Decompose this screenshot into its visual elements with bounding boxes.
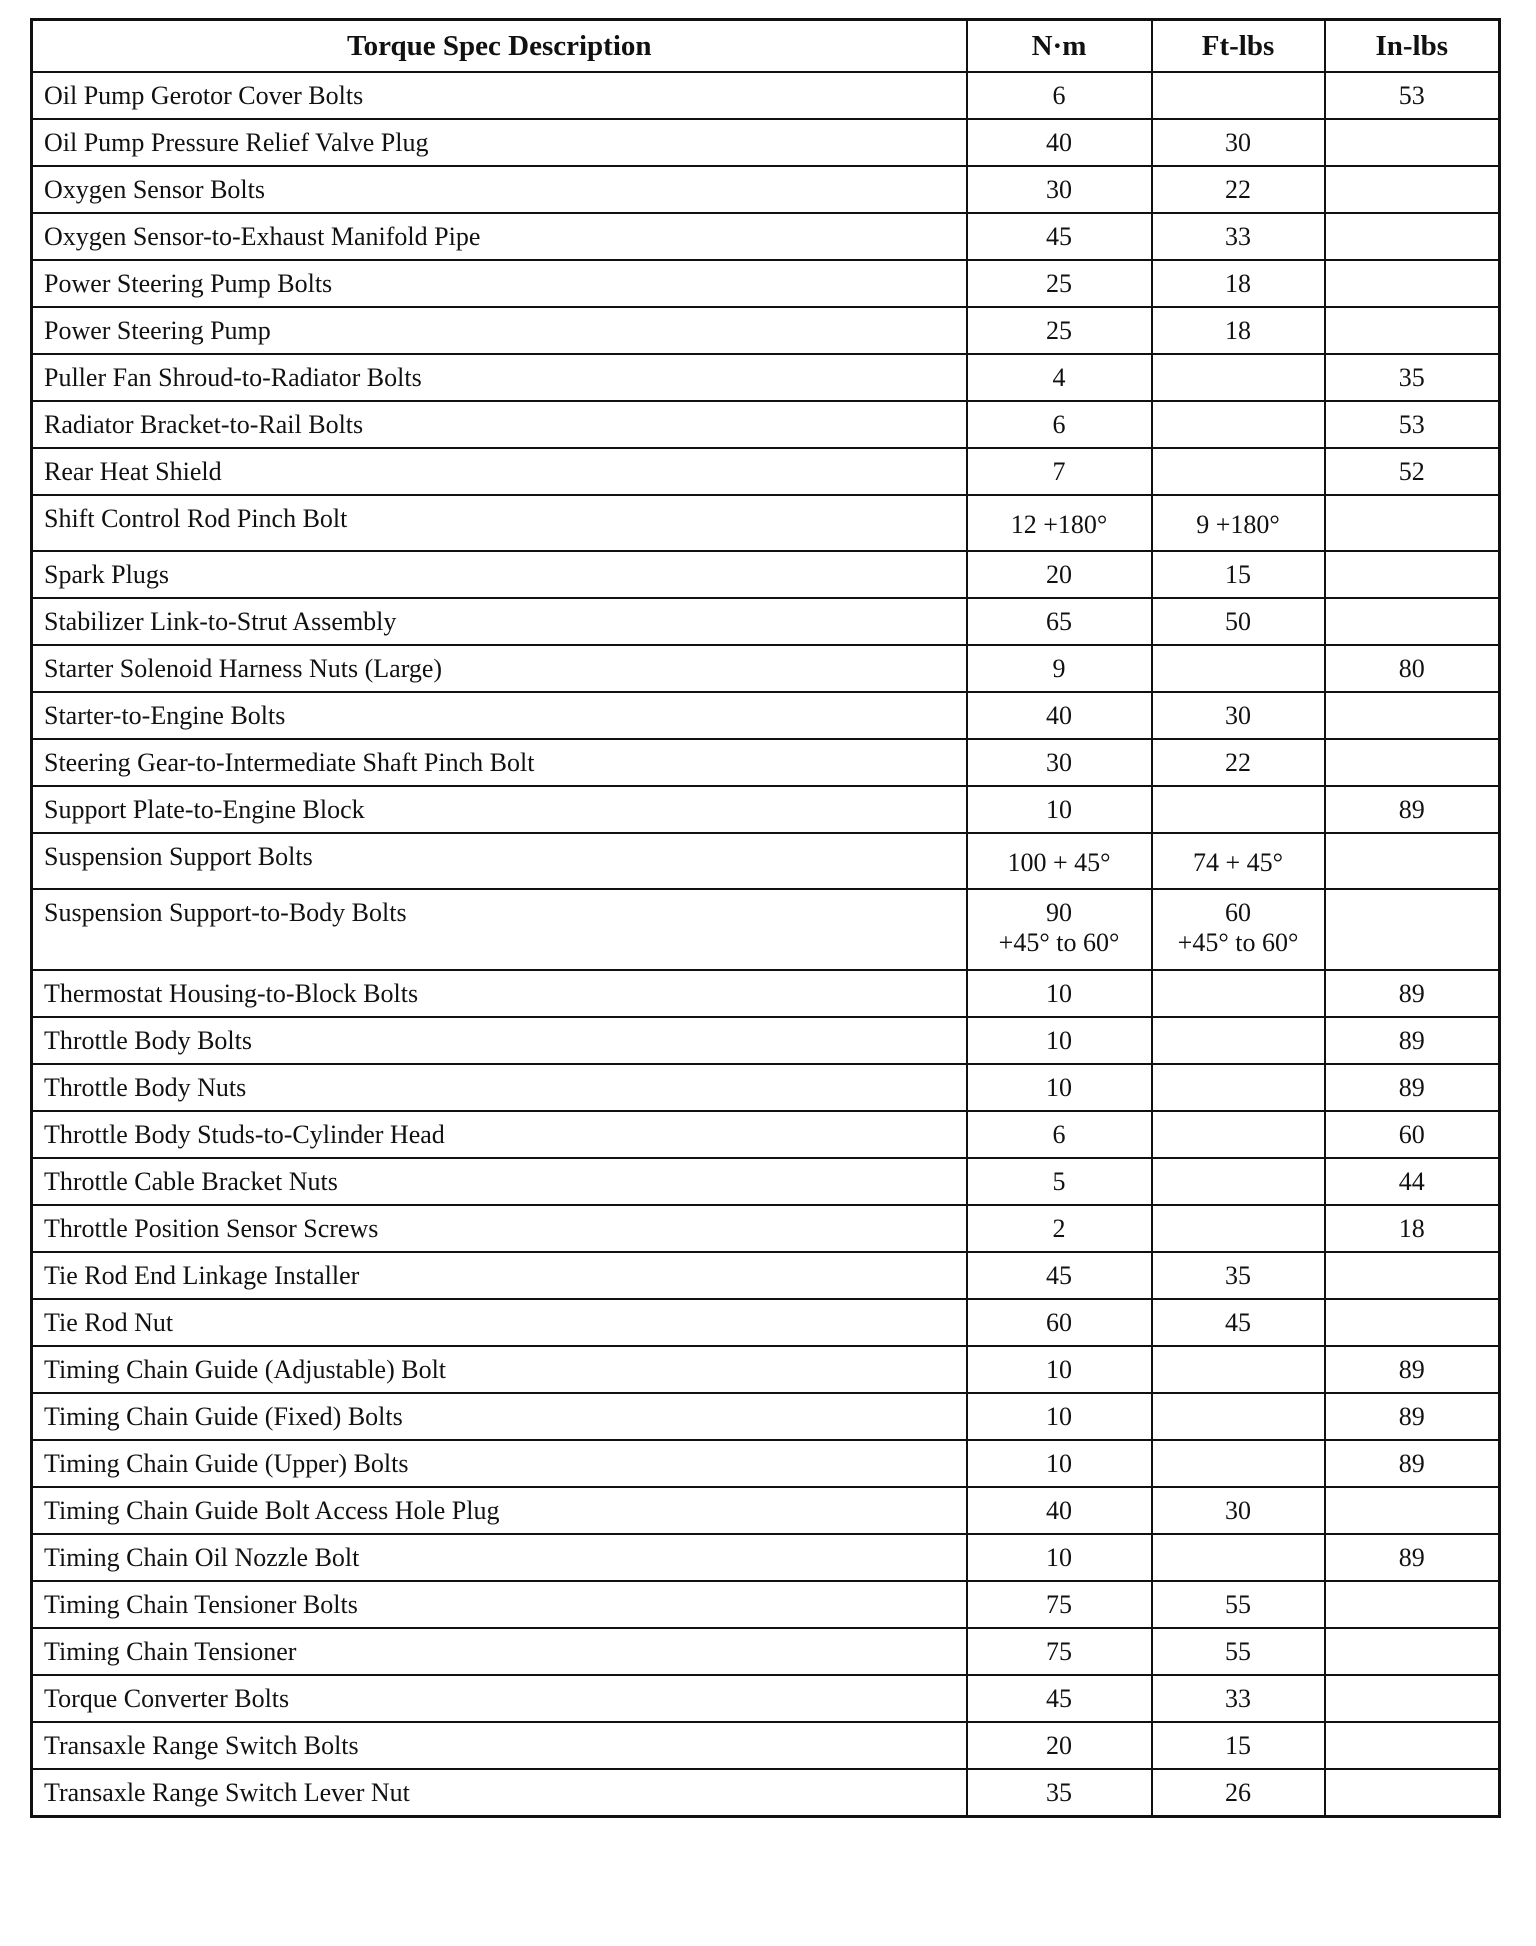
cell-ftlbs-value: 35 — [1225, 1261, 1251, 1290]
cell-ftlbs-value: 26 — [1225, 1778, 1251, 1807]
cell-description — [32, 448, 967, 495]
cell-inlbs-value: 80 — [1398, 654, 1425, 683]
cell-description-value: Stabilizer Link-to-Strut Assembly — [44, 607, 397, 636]
cell-ftlbs — [1152, 1722, 1325, 1769]
cell-nm — [967, 1487, 1152, 1534]
cell-nm — [967, 970, 1152, 1017]
cell-nm — [967, 1252, 1152, 1299]
cell-ftlbs — [1152, 1628, 1325, 1675]
cell-inlbs — [1325, 1487, 1500, 1534]
cell-inlbs-value: 44 — [1398, 1167, 1425, 1196]
table-row — [32, 1675, 1500, 1722]
cell-ftlbs-value: +45° to 60° — [1177, 928, 1299, 957]
table-row — [32, 1487, 1500, 1534]
cell-nm-value: 10 — [1046, 1073, 1072, 1102]
cell-nm-value: 20 — [1046, 1731, 1072, 1760]
cell-description-value: Timing Chain Tensioner Bolts — [44, 1590, 358, 1619]
cell-inlbs — [1325, 213, 1500, 260]
cell-inlbs-value: 89 — [1398, 1355, 1425, 1384]
cell-ftlbs-value: 74 + 45° — [1192, 848, 1284, 877]
cell-description — [32, 692, 967, 739]
cell-ftlbs — [1152, 1393, 1325, 1440]
cell-nm — [967, 833, 1152, 889]
cell-ftlbs-value: 30 — [1225, 128, 1251, 157]
cell-ftlbs — [1152, 213, 1325, 260]
cell-nm — [967, 739, 1152, 786]
cell-ftlbs-value: 33 — [1225, 222, 1251, 251]
cell-description — [32, 1628, 967, 1675]
cell-nm — [967, 1017, 1152, 1064]
table-row — [32, 1722, 1500, 1769]
cell-description-value: Tie Rod Nut — [44, 1308, 174, 1337]
cell-description — [32, 1534, 967, 1581]
cell-inlbs — [1325, 692, 1500, 739]
header-description: Torque Spec Description — [32, 20, 967, 73]
cell-nm — [967, 495, 1152, 551]
cell-ftlbs — [1152, 1769, 1325, 1816]
cell-nm-value: 10 — [1046, 1355, 1072, 1384]
cell-nm — [967, 72, 1152, 119]
cell-inlbs-value: 89 — [1398, 1026, 1425, 1055]
cell-nm — [967, 354, 1152, 401]
cell-description-value: Starter-to-Engine Bolts — [44, 701, 286, 730]
cell-inlbs — [1325, 72, 1500, 119]
cell-ftlbs-value: 50 — [1225, 607, 1251, 636]
table-row — [32, 739, 1500, 786]
cell-inlbs — [1325, 1534, 1500, 1581]
cell-ftlbs — [1152, 1487, 1325, 1534]
cell-description-value: Puller Fan Shroud-to-Radiator Bolts — [44, 363, 422, 392]
cell-nm-value: 75 — [1046, 1590, 1072, 1619]
cell-ftlbs — [1152, 1299, 1325, 1346]
table-row — [32, 786, 1500, 833]
table-row — [32, 213, 1500, 260]
cell-nm-value: 30 — [1046, 748, 1072, 777]
cell-nm — [967, 598, 1152, 645]
cell-description-value: Throttle Body Nuts — [44, 1073, 247, 1102]
cell-inlbs-value: 89 — [1398, 795, 1425, 824]
cell-ftlbs — [1152, 692, 1325, 739]
cell-description-value: Suspension Support Bolts — [44, 842, 313, 871]
cell-nm — [967, 786, 1152, 833]
cell-description-value: Oxygen Sensor Bolts — [44, 175, 265, 204]
cell-ftlbs — [1152, 970, 1325, 1017]
cell-ftlbs — [1152, 119, 1325, 166]
cell-nm — [967, 1628, 1152, 1675]
cell-description — [32, 1346, 967, 1393]
table-row — [32, 692, 1500, 739]
cell-ftlbs — [1152, 260, 1325, 307]
table-row — [32, 1064, 1500, 1111]
cell-nm — [967, 213, 1152, 260]
cell-nm-value: +45° to 60° — [998, 928, 1120, 957]
cell-description-value: Transaxle Range Switch Bolts — [44, 1731, 359, 1760]
cell-inlbs — [1325, 551, 1500, 598]
cell-nm-value: 25 — [1046, 316, 1072, 345]
cell-ftlbs-value: 55 — [1225, 1637, 1251, 1666]
cell-description-value: Thermostat Housing-to-Block Bolts — [44, 979, 419, 1008]
cell-nm — [967, 448, 1152, 495]
cell-description — [32, 786, 967, 833]
table-row — [32, 1252, 1500, 1299]
cell-inlbs — [1325, 1252, 1500, 1299]
cell-description — [32, 166, 967, 213]
cell-description-value: Timing Chain Guide (Adjustable) Bolt — [44, 1355, 447, 1384]
cell-ftlbs — [1152, 1064, 1325, 1111]
table-row — [32, 260, 1500, 307]
header-ftlbs: Ft-lbs — [1152, 20, 1325, 73]
cell-inlbs — [1325, 833, 1500, 889]
cell-ftlbs — [1152, 354, 1325, 401]
cell-description — [32, 598, 967, 645]
cell-description — [32, 72, 967, 119]
cell-ftlbs — [1152, 1534, 1325, 1581]
cell-inlbs — [1325, 1299, 1500, 1346]
cell-description — [32, 1158, 967, 1205]
table-row — [32, 307, 1500, 354]
cell-nm-value: 10 — [1046, 979, 1072, 1008]
table-row — [32, 1158, 1500, 1205]
cell-ftlbs — [1152, 1111, 1325, 1158]
cell-description — [32, 889, 967, 970]
cell-nm-value: 5 — [1052, 1167, 1066, 1196]
cell-inlbs-value: 89 — [1398, 1449, 1425, 1478]
cell-nm-value: 4 — [1052, 363, 1066, 392]
cell-description — [32, 1722, 967, 1769]
cell-description — [32, 1581, 967, 1628]
table-row — [32, 551, 1500, 598]
cell-description — [32, 645, 967, 692]
cell-description-value: Oil Pump Pressure Relief Valve Plug — [44, 128, 429, 157]
cell-inlbs — [1325, 1628, 1500, 1675]
table-header-row — [32, 20, 1500, 73]
cell-nm-value: 2 — [1052, 1214, 1066, 1243]
cell-nm — [967, 1064, 1152, 1111]
cell-inlbs — [1325, 1064, 1500, 1111]
cell-inlbs-value: 53 — [1398, 410, 1425, 439]
table-row — [32, 1581, 1500, 1628]
cell-ftlbs — [1152, 833, 1325, 889]
cell-inlbs — [1325, 1769, 1500, 1816]
cell-nm-value: 40 — [1046, 1496, 1072, 1525]
cell-description — [32, 260, 967, 307]
header-nm: N·m — [967, 20, 1152, 73]
cell-nm-value: 10 — [1046, 795, 1072, 824]
cell-nm-value: 20 — [1046, 560, 1072, 589]
table-body — [32, 72, 1500, 1816]
table-row — [32, 1440, 1500, 1487]
cell-description-value: Radiator Bracket-to-Rail Bolts — [44, 410, 364, 439]
table-row — [32, 889, 1500, 970]
cell-nm-value: 40 — [1046, 128, 1072, 157]
cell-inlbs — [1325, 739, 1500, 786]
table-row — [32, 1111, 1500, 1158]
cell-inlbs — [1325, 448, 1500, 495]
cell-inlbs — [1325, 401, 1500, 448]
cell-description — [32, 495, 967, 551]
cell-description — [32, 1440, 967, 1487]
cell-inlbs — [1325, 645, 1500, 692]
cell-nm-value: 7 — [1052, 457, 1066, 486]
cell-nm — [967, 1205, 1152, 1252]
cell-description-value: Oxygen Sensor-to-Exhaust Manifold Pipe — [44, 222, 481, 251]
table-row — [32, 1534, 1500, 1581]
cell-nm — [967, 1393, 1152, 1440]
table-row — [32, 833, 1500, 889]
cell-inlbs-value: 52 — [1398, 457, 1425, 486]
cell-ftlbs — [1152, 401, 1325, 448]
table-row — [32, 448, 1500, 495]
table-row — [32, 495, 1500, 551]
cell-ftlbs — [1152, 598, 1325, 645]
cell-nm-value: 60 — [1046, 1308, 1072, 1337]
cell-description — [32, 1064, 967, 1111]
table-row — [32, 970, 1500, 1017]
table-row — [32, 1769, 1500, 1816]
table-row — [32, 645, 1500, 692]
cell-ftlbs-value: 18 — [1225, 316, 1251, 345]
cell-description — [32, 1299, 967, 1346]
table-row — [32, 1205, 1500, 1252]
cell-ftlbs — [1152, 1440, 1325, 1487]
cell-nm — [967, 1111, 1152, 1158]
cell-ftlbs — [1152, 1205, 1325, 1252]
cell-ftlbs-value: 18 — [1225, 269, 1251, 298]
cell-nm — [967, 1440, 1152, 1487]
cell-inlbs — [1325, 307, 1500, 354]
cell-nm-value: 45 — [1046, 1261, 1072, 1290]
cell-ftlbs — [1152, 495, 1325, 551]
cell-nm — [967, 1158, 1152, 1205]
cell-nm — [967, 119, 1152, 166]
cell-description-value: Support Plate-to-Engine Block — [44, 795, 365, 824]
cell-description-value: Spark Plugs — [44, 560, 169, 589]
cell-nm — [967, 260, 1152, 307]
table-row — [32, 401, 1500, 448]
cell-nm-value: 30 — [1046, 175, 1072, 204]
cell-description-value: Torque Converter Bolts — [44, 1684, 290, 1713]
cell-ftlbs — [1152, 1675, 1325, 1722]
cell-ftlbs — [1152, 1346, 1325, 1393]
cell-description — [32, 401, 967, 448]
cell-ftlbs — [1152, 889, 1325, 970]
cell-ftlbs — [1152, 1252, 1325, 1299]
cell-description — [32, 1205, 967, 1252]
table-row — [32, 1393, 1500, 1440]
cell-inlbs — [1325, 354, 1500, 401]
cell-nm — [967, 1534, 1152, 1581]
cell-ftlbs — [1152, 1581, 1325, 1628]
cell-description-value: Steering Gear-to-Intermediate Shaft Pinch Bolt — [44, 748, 535, 777]
cell-nm-value: 10 — [1046, 1402, 1072, 1431]
cell-nm-value: 10 — [1046, 1449, 1072, 1478]
cell-inlbs-value: 89 — [1398, 1073, 1425, 1102]
cell-ftlbs-value: 33 — [1225, 1684, 1251, 1713]
cell-description — [32, 833, 967, 889]
cell-nm-value: 6 — [1052, 81, 1066, 110]
cell-description-value: Timing Chain Guide Bolt Access Hole Plug — [44, 1496, 500, 1525]
cell-ftlbs-value: 22 — [1225, 748, 1251, 777]
cell-description-value: Throttle Body Bolts — [44, 1026, 252, 1055]
cell-nm — [967, 401, 1152, 448]
cell-description — [32, 354, 967, 401]
table-row — [32, 354, 1500, 401]
cell-description — [32, 1393, 967, 1440]
cell-ftlbs — [1152, 551, 1325, 598]
cell-nm-value: 75 — [1046, 1637, 1072, 1666]
cell-ftlbs — [1152, 739, 1325, 786]
cell-nm — [967, 1769, 1152, 1816]
cell-nm-value: 45 — [1046, 1684, 1072, 1713]
cell-ftlbs — [1152, 72, 1325, 119]
cell-description — [32, 1769, 967, 1816]
cell-description-value: Throttle Cable Bracket Nuts — [44, 1167, 338, 1196]
cell-inlbs — [1325, 1675, 1500, 1722]
cell-description — [32, 551, 967, 598]
cell-nm-value: 35 — [1046, 1778, 1072, 1807]
cell-inlbs — [1325, 598, 1500, 645]
cell-description-value: Starter Solenoid Harness Nuts (Large) — [44, 654, 443, 683]
cell-ftlbs — [1152, 166, 1325, 213]
cell-nm-value: 12 +180° — [1010, 510, 1108, 539]
cell-nm — [967, 307, 1152, 354]
cell-description-value: Timing Chain Guide (Upper) Bolts — [44, 1449, 409, 1478]
table-row — [32, 1017, 1500, 1064]
cell-inlbs — [1325, 970, 1500, 1017]
cell-description-value: Timing Chain Oil Nozzle Bolt — [44, 1543, 360, 1572]
cell-description — [32, 739, 967, 786]
cell-ftlbs — [1152, 645, 1325, 692]
cell-ftlbs-value: 15 — [1225, 560, 1251, 589]
cell-ftlbs — [1152, 1158, 1325, 1205]
cell-description — [32, 307, 967, 354]
cell-description — [32, 1111, 967, 1158]
cell-nm — [967, 166, 1152, 213]
cell-nm-value: 10 — [1046, 1543, 1072, 1572]
cell-nm-value: 45 — [1046, 222, 1072, 251]
cell-nm-value: 9 — [1052, 654, 1066, 683]
cell-inlbs — [1325, 119, 1500, 166]
cell-inlbs — [1325, 260, 1500, 307]
cell-nm-value: 25 — [1046, 269, 1072, 298]
cell-description — [32, 213, 967, 260]
cell-ftlbs-value: 30 — [1225, 701, 1251, 730]
cell-nm-value: 10 — [1046, 1026, 1072, 1055]
cell-description-value: Timing Chain Guide (Fixed) Bolts — [44, 1402, 403, 1431]
cell-ftlbs — [1152, 448, 1325, 495]
cell-description-value: Oil Pump Gerotor Cover Bolts — [44, 81, 364, 110]
cell-nm — [967, 645, 1152, 692]
cell-description-value: Suspension Support-to-Body Bolts — [44, 898, 407, 927]
cell-description — [32, 1487, 967, 1534]
cell-ftlbs-value: 22 — [1225, 175, 1251, 204]
cell-description-value: Shift Control Rod Pinch Bolt — [44, 504, 348, 533]
table-row — [32, 119, 1500, 166]
table-row — [32, 1628, 1500, 1675]
cell-inlbs-value: 89 — [1398, 1543, 1425, 1572]
cell-inlbs-value: 18 — [1398, 1214, 1425, 1243]
cell-nm-value: 65 — [1046, 607, 1072, 636]
cell-inlbs — [1325, 1205, 1500, 1252]
cell-inlbs — [1325, 1111, 1500, 1158]
cell-inlbs — [1325, 1722, 1500, 1769]
cell-inlbs-value: 60 — [1398, 1120, 1425, 1149]
cell-description — [32, 970, 967, 1017]
cell-nm — [967, 1299, 1152, 1346]
table-row — [32, 1346, 1500, 1393]
cell-description — [32, 119, 967, 166]
cell-nm — [967, 692, 1152, 739]
cell-ftlbs-value: 15 — [1225, 1731, 1251, 1760]
cell-description-value: Timing Chain Tensioner — [44, 1637, 297, 1666]
cell-description-value: Transaxle Range Switch Lever Nut — [44, 1778, 410, 1807]
cell-description — [32, 1675, 967, 1722]
cell-ftlbs — [1152, 786, 1325, 833]
cell-ftlbs-value: 30 — [1225, 1496, 1251, 1525]
cell-description-value: Throttle Position Sensor Screws — [44, 1214, 379, 1243]
cell-ftlbs-value: 45 — [1225, 1308, 1251, 1337]
cell-description-value: Power Steering Pump Bolts — [44, 269, 333, 298]
cell-inlbs — [1325, 1581, 1500, 1628]
table-row — [32, 598, 1500, 645]
cell-ftlbs — [1152, 307, 1325, 354]
cell-nm — [967, 1675, 1152, 1722]
cell-inlbs — [1325, 786, 1500, 833]
cell-inlbs-value: 89 — [1398, 1402, 1425, 1431]
cell-ftlbs-value: 55 — [1225, 1590, 1251, 1619]
table-row — [32, 72, 1500, 119]
cell-nm-value: 6 — [1052, 410, 1066, 439]
cell-inlbs — [1325, 1393, 1500, 1440]
cell-inlbs — [1325, 1346, 1500, 1393]
cell-description-value: Rear Heat Shield — [44, 457, 222, 486]
cell-description-value: Tie Rod End Linkage Installer — [44, 1261, 360, 1290]
cell-nm-value: 90 — [1046, 898, 1072, 927]
cell-inlbs — [1325, 1440, 1500, 1487]
cell-inlbs — [1325, 889, 1500, 970]
cell-inlbs-value: 53 — [1398, 81, 1425, 110]
torque-spec-table — [30, 18, 1501, 1818]
header-inlbs: In-lbs — [1325, 20, 1500, 73]
cell-nm-value: 6 — [1052, 1120, 1066, 1149]
cell-inlbs — [1325, 495, 1500, 551]
cell-nm-value: 100 + 45° — [1007, 848, 1111, 877]
cell-inlbs — [1325, 1017, 1500, 1064]
cell-description — [32, 1252, 967, 1299]
cell-nm — [967, 1722, 1152, 1769]
cell-ftlbs-value: 60 — [1225, 898, 1251, 927]
cell-description — [32, 1017, 967, 1064]
cell-inlbs — [1325, 1158, 1500, 1205]
cell-ftlbs — [1152, 1017, 1325, 1064]
cell-inlbs-value: 89 — [1398, 979, 1425, 1008]
cell-description-value: Throttle Body Studs-to-Cylinder Head — [44, 1120, 445, 1149]
cell-nm — [967, 1346, 1152, 1393]
cell-nm — [967, 1581, 1152, 1628]
cell-nm — [967, 551, 1152, 598]
cell-inlbs — [1325, 166, 1500, 213]
cell-inlbs-value: 35 — [1398, 363, 1425, 392]
cell-nm — [967, 889, 1152, 970]
cell-description-value: Power Steering Pump — [44, 316, 271, 345]
cell-ftlbs-value: 9 +180° — [1196, 510, 1280, 539]
table-row — [32, 166, 1500, 213]
table-row — [32, 1299, 1500, 1346]
cell-nm-value: 40 — [1046, 701, 1072, 730]
